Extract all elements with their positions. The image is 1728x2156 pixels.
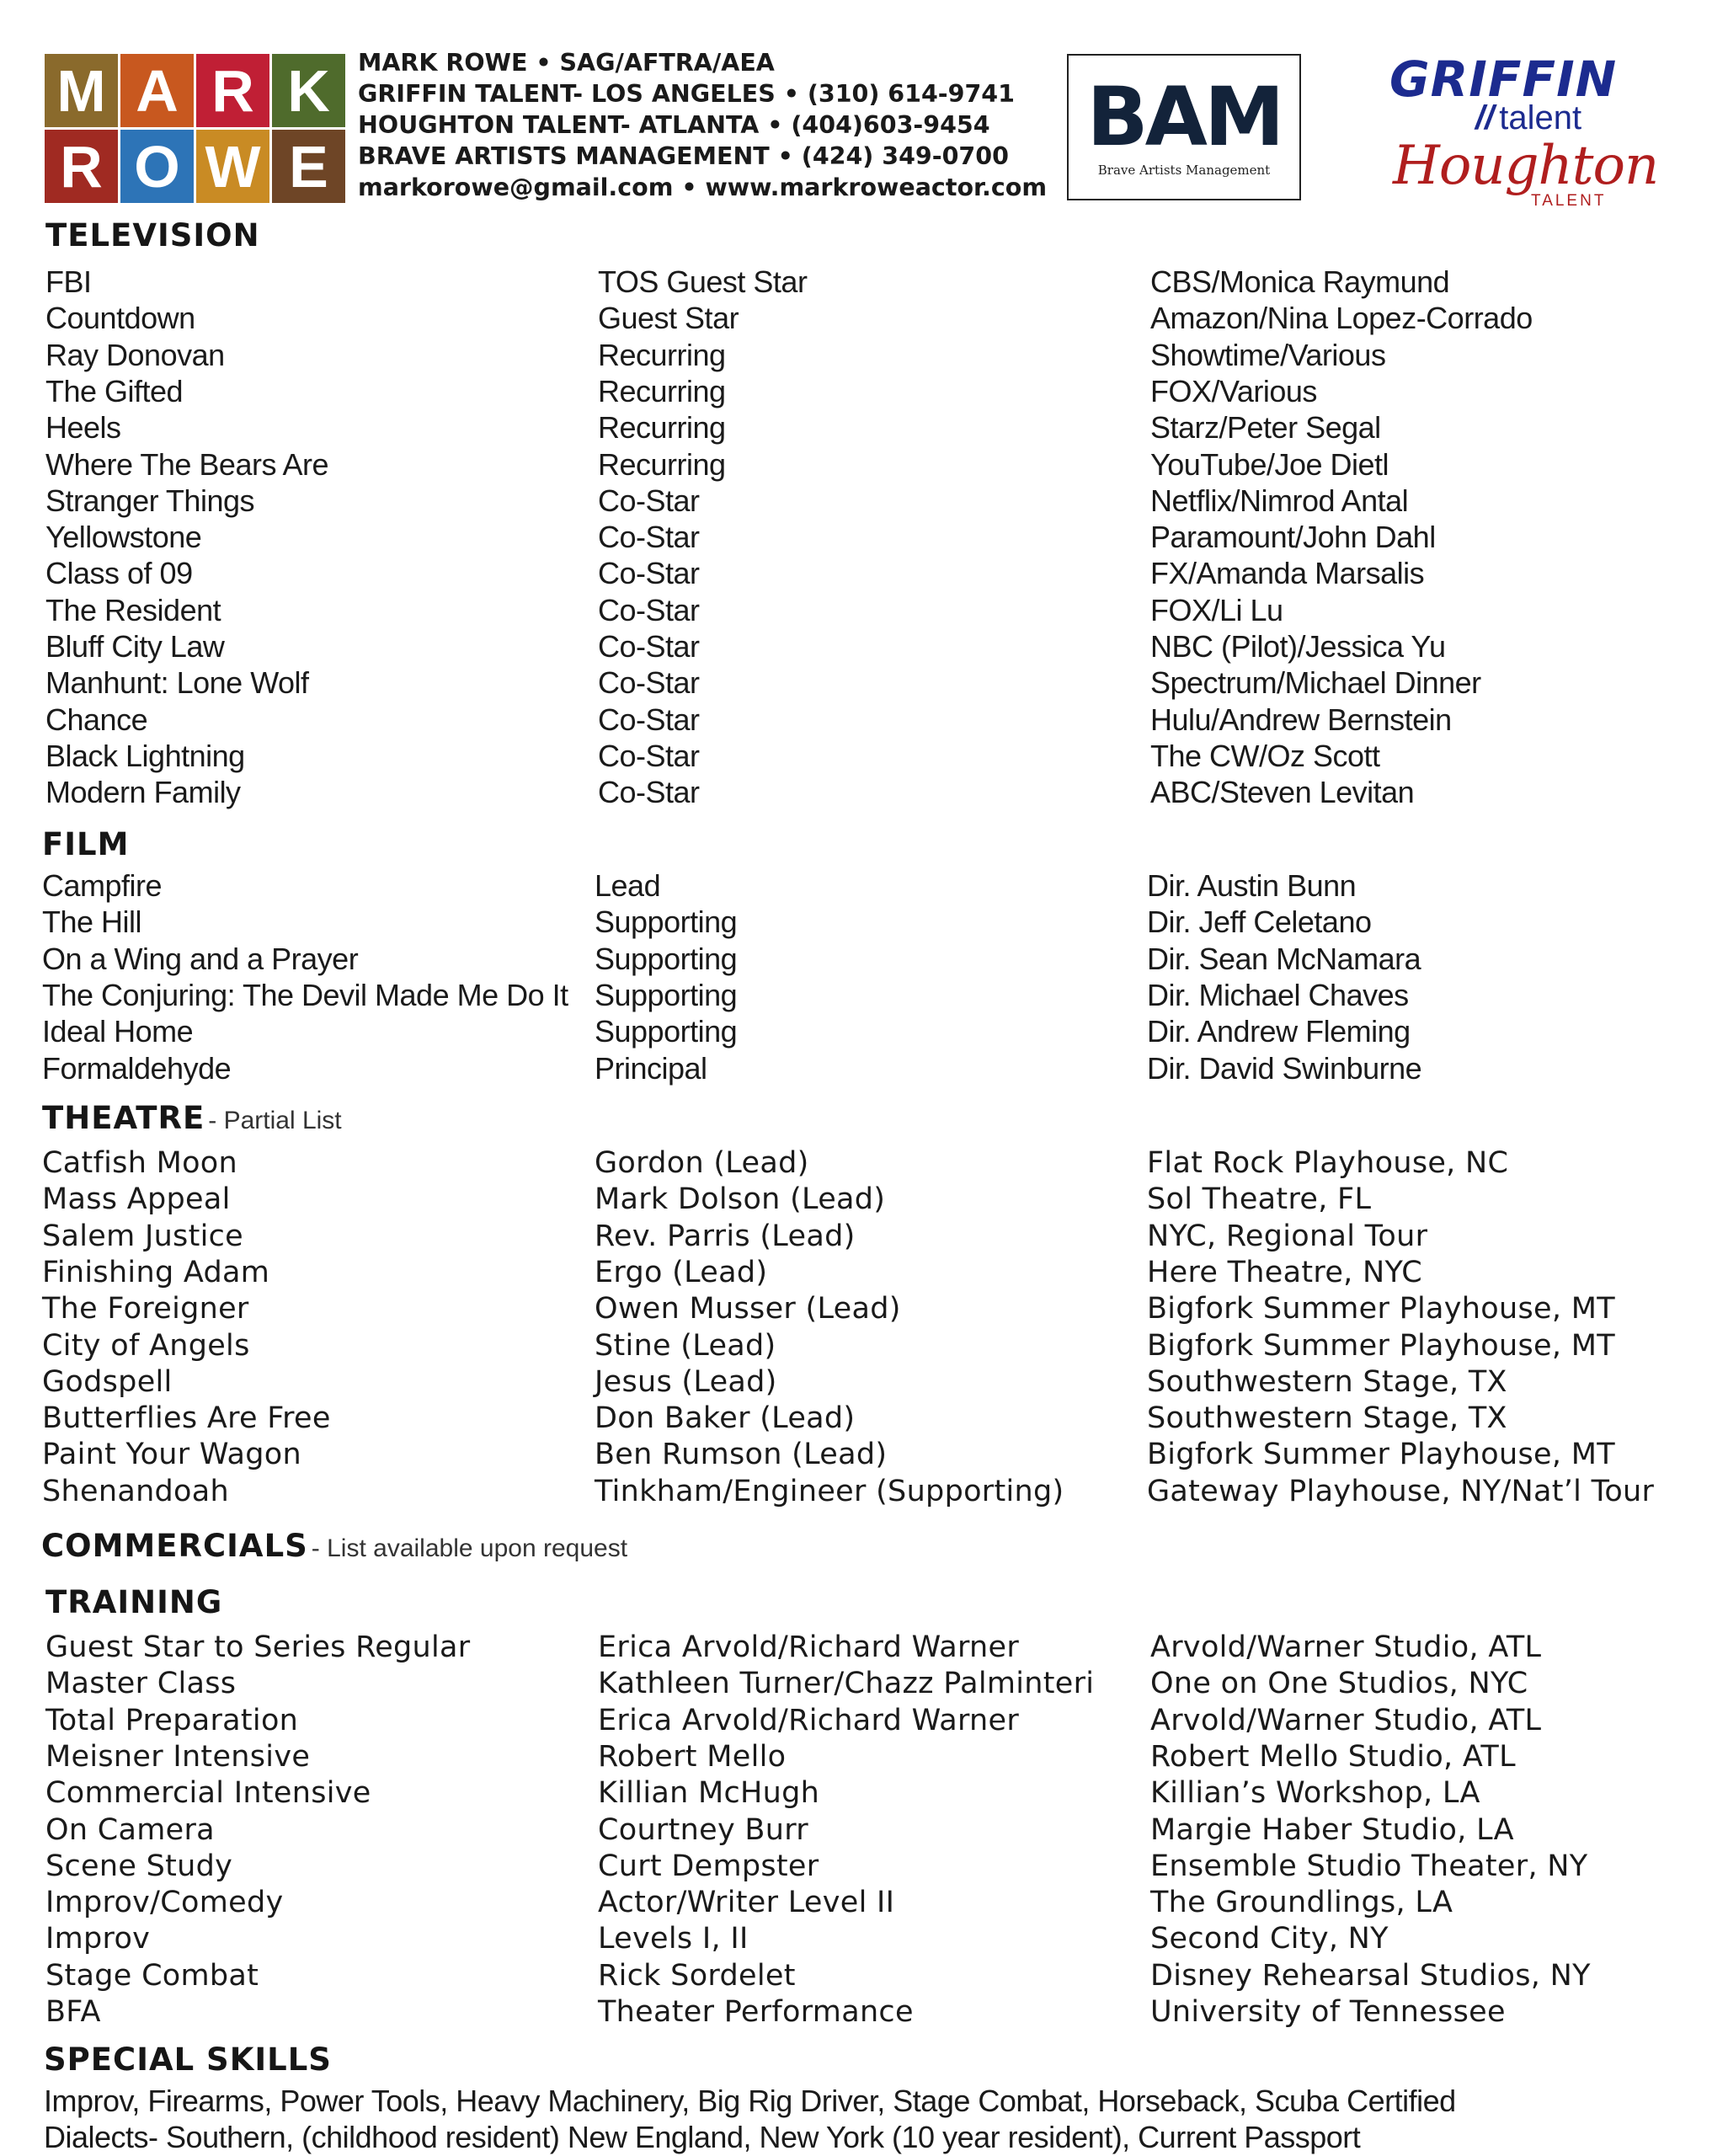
television-role-cell: Co-Star (598, 483, 700, 518)
television-title-cell: Class of 09 (45, 556, 193, 591)
television-title-cell: The Gifted (45, 373, 184, 408)
theatre-title-cell: Mass Appeal (42, 1182, 231, 1217)
theatre-title-cell: Butterflies Are Free (42, 1401, 331, 1436)
logo-tile-w: W (196, 130, 269, 203)
theatre-venue-cell: Sol Theatre, FL (1147, 1182, 1372, 1217)
training-venue-cell: Margie Haber Studio, LA (1150, 1812, 1514, 1847)
film-title-cell: Formaldehyde (42, 1050, 232, 1086)
griffin-logo-name: GRIFFIN (1389, 51, 1618, 108)
theatre-role-cell: Tinkham/Engineer (Supporting) (595, 1474, 1064, 1508)
section-heading-training: TRAINING (45, 1584, 223, 1620)
theatre-title-cell: Finishing Adam (42, 1255, 270, 1289)
television-role-cell: Recurring (598, 373, 726, 408)
television-role-cell: Co-Star (598, 520, 700, 555)
section-heading-special-skills: SPECIAL SKILLS (44, 2041, 332, 2078)
logo-tile-m: M (45, 54, 118, 127)
training-role-cell: Actor/Writer Level II (598, 1886, 895, 1920)
television-venue-cell: ABC/Steven Levitan (1150, 775, 1415, 810)
training-venue-cell: Ensemble Studio Theater, NY (1150, 1849, 1588, 1883)
training-venue-cell: Arvold/Warner Studio, ATL (1150, 1630, 1542, 1664)
television-role-cell: Recurring (598, 446, 726, 482)
logo-tile-o: O (120, 130, 194, 203)
television-venue-cell: Showtime/Various (1150, 337, 1386, 372)
contact-line-houghton: HOUGHTON TALENT- ATLANTA • (404)603-9454 (358, 111, 990, 139)
training-title-cell: On Camera (45, 1812, 215, 1847)
training-role-cell: Curt Dempster (598, 1849, 819, 1883)
television-title-cell: Ray Donovan (45, 337, 225, 372)
television-venue-cell: Hulu/Andrew Bernstein (1150, 702, 1452, 737)
training-role-cell: Erica Arvold/Richard Warner (598, 1630, 1020, 1664)
theatre-role-cell: Jesus (Lead) (595, 1364, 777, 1399)
film-venue-cell: Dir. Sean McNamara (1147, 941, 1421, 976)
television-role-cell: Recurring (598, 410, 726, 446)
television-role-cell: Co-Star (598, 775, 700, 810)
television-role-cell: Recurring (598, 337, 726, 372)
training-role-cell: Killian McHugh (598, 1776, 820, 1811)
television-venue-cell: YouTube/Joe Dietl (1150, 446, 1389, 482)
training-venue-cell: Killian’s Workshop, LA (1150, 1776, 1480, 1811)
training-venue-cell: University of Tennessee (1150, 1995, 1506, 2029)
television-role-cell: Co-Star (598, 629, 700, 664)
training-title-cell: BFA (45, 1995, 101, 2029)
training-role-cell: Courtney Burr (598, 1812, 808, 1847)
contact-line-griffin: GRIFFIN TALENT- LOS ANGELES • (310) 614-9741 (358, 80, 1015, 108)
television-venue-cell: FOX/Various (1150, 373, 1317, 408)
training-venue-cell: Disney Rehearsal Studios, NY (1150, 1958, 1591, 1993)
theatre-role-cell: Rev. Parris (Lead) (595, 1219, 856, 1253)
houghton-logo-name: Houghton (1393, 135, 1659, 197)
bam-logo-text: Brave Artists Management (1097, 163, 1271, 178)
film-role-cell: Supporting (595, 977, 738, 1012)
television-title-cell: Countdown (45, 301, 195, 336)
theatre-venue-cell: Southwestern Stage, TX (1147, 1364, 1507, 1399)
film-title-cell: Campfire (42, 868, 163, 903)
training-title-cell: Stage Combat (45, 1958, 259, 1993)
contact-block (358, 47, 1047, 203)
logo-tile-k: K (272, 54, 345, 127)
theatre-venue-cell: Here Theatre, NYC (1147, 1255, 1422, 1289)
film-venue-cell: Dir. David Swinburne (1147, 1050, 1422, 1086)
television-venue-cell: Starz/Peter Segal (1150, 410, 1381, 446)
television-role-cell: Co-Star (598, 665, 700, 701)
theatre-title-cell: City of Angels (42, 1328, 250, 1363)
griffin-logo-slash: // (1475, 99, 1495, 136)
film-title-cell: The Conjuring: The Devil Made Me Do It (42, 977, 568, 1012)
theatre-venue-cell: Gateway Playhouse, NY/Nat’l Tour (1147, 1474, 1655, 1508)
television-title-cell: FBI (45, 264, 92, 299)
name-logo (45, 54, 345, 203)
theatre-heading-note: - Partial List (208, 1107, 342, 1134)
special-skills-line-1: Improv, Firearms, Power Tools, Heavy Machinery, Big Rig Driver, Stage Combat, Horseback, Scuba Certified (44, 2084, 1456, 2118)
theatre-role-cell: Gordon (Lead) (595, 1146, 809, 1180)
film-role-cell: Supporting (595, 1014, 738, 1049)
training-venue-cell: Robert Mello Studio, ATL (1150, 1739, 1516, 1774)
television-role-cell: TOS Guest Star (598, 264, 808, 299)
training-title-cell: Commercial Intensive (45, 1776, 371, 1811)
television-role-cell: Co-Star (598, 702, 700, 737)
commercials-heading-note: - List available upon request (311, 1534, 628, 1562)
film-role-cell: Lead (595, 868, 661, 903)
theatre-title-cell: Godspell (42, 1364, 173, 1399)
griffin-logo-sub (1475, 99, 1581, 137)
film-title-cell: On a Wing and a Prayer (42, 941, 359, 976)
theatre-venue-cell: NYC, Regional Tour (1147, 1219, 1428, 1253)
television-role-cell: Co-Star (598, 592, 700, 627)
theatre-role-cell: Stine (Lead) (595, 1328, 776, 1363)
training-title-cell: Total Preparation (45, 1703, 299, 1737)
section-heading-television: TELEVISION (45, 217, 260, 253)
training-title-cell: Improv/Comedy (45, 1886, 284, 1920)
theatre-role-cell: Ergo (Lead) (595, 1255, 768, 1289)
training-venue-cell: Second City, NY (1150, 1922, 1389, 1956)
theatre-role-cell: Ben Rumson (Lead) (595, 1438, 888, 1472)
television-title-cell: Yellowstone (45, 520, 202, 555)
training-title-cell: Guest Star to Series Regular (45, 1630, 471, 1664)
contact-line-union: MARK ROWE • SAG/AFTRA/AEA (358, 49, 775, 77)
film-venue-cell: Dir. Andrew Fleming (1147, 1014, 1411, 1049)
training-venue-cell: One on One Studios, NYC (1150, 1667, 1528, 1701)
television-title-cell: Heels (45, 410, 121, 446)
bam-logo (1067, 54, 1301, 200)
television-title-cell: Stranger Things (45, 483, 254, 518)
griffin-logo-talent: talent (1499, 99, 1582, 136)
film-venue-cell: Dir. Jeff Celetano (1147, 905, 1372, 940)
theatre-venue-cell: Bigfork Summer Playhouse, MT (1147, 1292, 1615, 1326)
film-title-cell: Ideal Home (42, 1014, 194, 1049)
logo-tile-r2: R (45, 130, 118, 203)
training-title-cell: Scene Study (45, 1849, 233, 1883)
television-title-cell: Chance (45, 702, 148, 737)
training-role-cell: Theater Performance (598, 1995, 914, 2029)
training-venue-cell: The Groundlings, LA (1150, 1886, 1453, 1920)
theatre-title-cell: Salem Justice (42, 1219, 244, 1253)
film-role-cell: Principal (595, 1050, 707, 1086)
television-role-cell: Co-Star (598, 556, 700, 591)
logo-tile-e: E (272, 130, 345, 203)
theatre-venue-cell: Bigfork Summer Playhouse, MT (1147, 1438, 1615, 1472)
television-role-cell: Co-Star (598, 738, 700, 773)
film-venue-cell: Dir. Michael Chaves (1147, 977, 1409, 1012)
theatre-title-cell: Paint Your Wagon (42, 1438, 302, 1472)
television-title-cell: Manhunt: Lone Wolf (45, 665, 309, 701)
special-skills-line-2: Dialects- Southern, (childhood resident) New England, New York (10 year resident), Current Passport (44, 2120, 1361, 2154)
section-heading-film: FILM (42, 826, 130, 862)
theatre-title-cell: The Foreigner (42, 1292, 249, 1326)
television-venue-cell: FX/Amanda Marsalis (1150, 556, 1425, 591)
television-venue-cell: NBC (Pilot)/Jessica Yu (1150, 629, 1446, 664)
television-title-cell: Bluff City Law (45, 629, 225, 664)
television-venue-cell: Amazon/Nina Lopez-Corrado (1150, 301, 1533, 336)
training-role-cell: Rick Sordelet (598, 1958, 796, 1993)
theatre-venue-cell: Flat Rock Playhouse, NC (1147, 1146, 1509, 1180)
theatre-venue-cell: Bigfork Summer Playhouse, MT (1147, 1328, 1615, 1363)
film-role-cell: Supporting (595, 941, 738, 976)
theatre-title-cell: Shenandoah (42, 1474, 230, 1508)
television-title-cell: Where The Bears Are (45, 446, 328, 482)
film-venue-cell: Dir. Austin Bunn (1147, 868, 1357, 903)
training-title-cell: Meisner Intensive (45, 1739, 311, 1774)
training-title-cell: Improv (45, 1922, 151, 1956)
contact-line-email-web: markorowe@gmail.com • www.markroweactor.com (358, 173, 1048, 201)
logo-tile-r: R (196, 54, 269, 127)
bam-logo-mark: BAM (1086, 70, 1282, 164)
television-venue-cell: CBS/Monica Raymund (1150, 264, 1450, 299)
training-venue-cell: Arvold/Warner Studio, ATL (1150, 1703, 1542, 1737)
training-role-cell: Levels I, II (598, 1922, 749, 1956)
television-role-cell: Guest Star (598, 301, 739, 336)
agency-logos (1381, 51, 1659, 211)
television-title-cell: Modern Family (45, 775, 241, 810)
television-venue-cell: Paramount/John Dahl (1150, 520, 1436, 555)
television-venue-cell: FOX/Li Lu (1150, 592, 1283, 627)
theatre-role-cell: Don Baker (Lead) (595, 1401, 856, 1436)
television-venue-cell: Netflix/Nimrod Antal (1150, 483, 1409, 518)
theatre-role-cell: Mark Dolson (Lead) (595, 1182, 886, 1217)
film-role-cell: Supporting (595, 905, 738, 940)
theatre-role-cell: Owen Musser (Lead) (595, 1292, 901, 1326)
houghton-logo-sub: TALENT (1531, 192, 1607, 210)
section-heading-commercials (41, 1528, 627, 1564)
training-role-cell: Kathleen Turner/Chazz Palminteri (598, 1667, 1095, 1701)
theatre-venue-cell: Southwestern Stage, TX (1147, 1401, 1507, 1436)
television-title-cell: Black Lightning (45, 738, 245, 773)
theatre-heading-label: THEATRE (42, 1100, 205, 1136)
contact-line-brave: BRAVE ARTISTS MANAGEMENT • (424) 349-0700 (358, 142, 1009, 170)
television-venue-cell: The CW/Oz Scott (1150, 738, 1380, 773)
television-venue-cell: Spectrum/Michael Dinner (1150, 665, 1481, 701)
commercials-heading-label: COMMERCIALS (41, 1528, 308, 1564)
theatre-title-cell: Catfish Moon (42, 1146, 238, 1180)
training-role-cell: Erica Arvold/Richard Warner (598, 1703, 1020, 1737)
television-title-cell: The Resident (45, 592, 221, 627)
section-heading-theatre (42, 1100, 342, 1136)
training-role-cell: Robert Mello (598, 1739, 787, 1774)
training-title-cell: Master Class (45, 1667, 237, 1701)
logo-tile-a: A (120, 54, 194, 127)
film-title-cell: The Hill (42, 905, 142, 940)
